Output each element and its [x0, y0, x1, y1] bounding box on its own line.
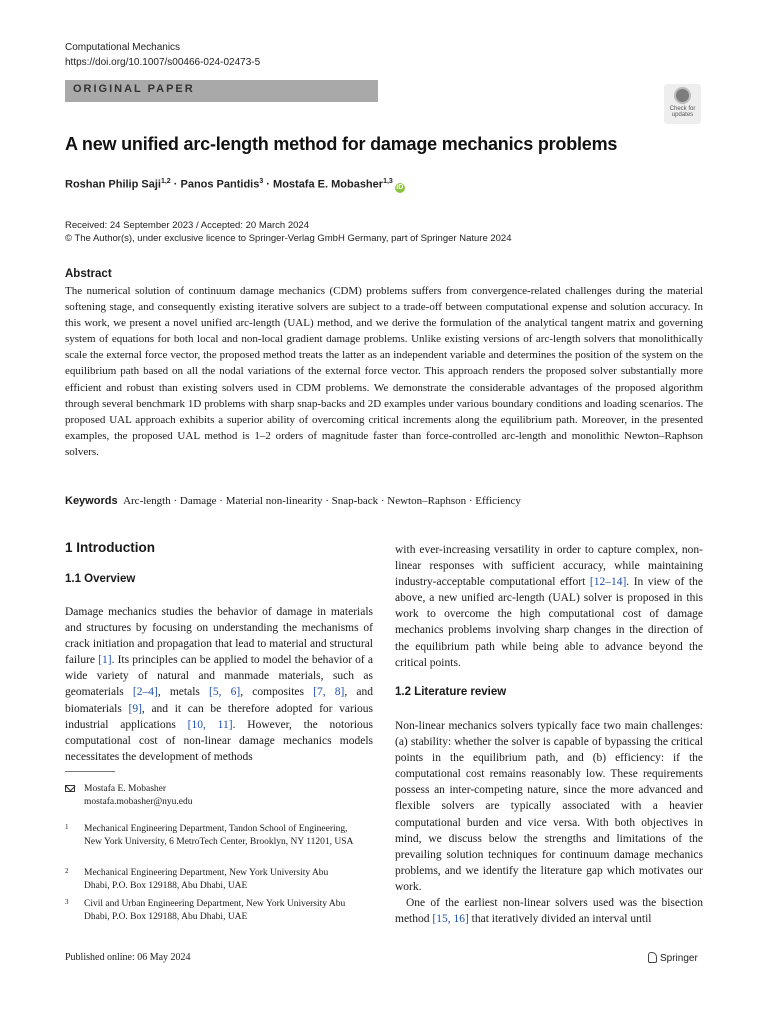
article-dates [65, 219, 512, 245]
author-name[interactable]: Panos Pantidis [180, 178, 260, 191]
section-heading-introduction: 1 Introduction [65, 540, 155, 555]
citation-link[interactable]: [1] [98, 654, 112, 667]
check-for-updates-badge[interactable] [664, 84, 701, 124]
footnote-divider [65, 771, 115, 772]
affiliation-number: 1 [65, 823, 69, 831]
envelope-icon [65, 785, 75, 792]
springer-horse-icon [648, 952, 657, 963]
publisher-logo[interactable] [648, 952, 698, 964]
affiliation-text: Mechanical Engineering Department, New York University Abu Dhabi, P.O. Box 129188, Abu Dhabi, UAE [84, 868, 329, 891]
orcid-icon[interactable]: iD [396, 183, 404, 191]
publisher-name: Springer [660, 953, 698, 964]
citation-link[interactable]: [15, 16] [432, 913, 469, 926]
affiliation-text: Mechanical Engineering Department, Tandon School of Engineering, New York University, 6 MetroTech Center, Brooklyn, NY 11201, USA [84, 824, 354, 847]
author-separator: · [170, 178, 181, 191]
author-name[interactable]: Mostafa E. Mobasher [273, 178, 384, 191]
intro-paragraph-1: Damage mechanics studies the behavior of damage in materials and structures by focusing on understanding the mechanisms of crack initiation and propagation that lead to material and structural failure [1]. Its principles can be applied to model the behavior of a wide variety of natural and manmade materials, such as geomaterials [2–4], metals [5, 6], composites [7, 8], and biomaterials [9], and it can be therefore adopted for various industrial applications [10, 11]. However, the notorious computational cost of non-linear damage mechanics models necessitates the development of methods [65, 606, 373, 763]
copyright-notice: © The Author(s), under exclusive licence to Springer-Verlag GmbH Germany, part of Springer Nature 2024 [65, 233, 512, 244]
citation-link[interactable]: [5, 6] [209, 686, 241, 699]
keywords [65, 494, 705, 509]
journal-header [65, 40, 260, 70]
correspondence [65, 783, 355, 809]
subsection-heading-literature-review: 1.2 Literature review [395, 686, 507, 698]
intro-paragraph-2: with ever-increasing versatility in order to capture complex, non-linear responses with sufficient accuracy, while maintaining industry-acceptable computational effort [12–14]. In view of the above, a new unified arc-length (UAL) solver is proposed in this work to overcome the high computational cost of damage mechanics problems involving sharp changes in the direction of the equilibrium path while being able to advance beyond the critical points. [395, 544, 703, 669]
author-list [65, 178, 405, 193]
affiliation-number: 2 [65, 867, 69, 875]
paper-title: A new unified arc-length method for damage mechanics problems [65, 134, 618, 154]
received-accepted: Received: 24 September 2023 / Accepted: 20 March 2024 [65, 220, 309, 231]
citation-link[interactable]: [7, 8] [313, 686, 345, 699]
check-updates-icon [674, 87, 691, 104]
abstract-text: The numerical solution of continuum damage mechanics (CDM) problems suffers from convergence-related challenges during the material softening stage, and consequently existing iterative solvers are subject to a trade-off between computational expense and solution accuracy. In this work, we present a novel unified arc-length (UAL) method, and we derive the formulation of the analytical tangent matrix and governing system of equations for both local and non-local gradient damage problems. Unlike existing versions of arc-length solvers that monolithically scale the external force vector, the proposed method treats the latter as an independent variable and determines the position of the system on the equilibrium path based on all the nodal variations of the external force vector. This approach renders the proposed solver substantially more efficient and robust than existing solvers used in CDM problems. We demonstrate the considerable advantages of the proposed algorithm through several benchmark 1D problems with sharp snap-backs and 2D examples under various boundary conditions and loading scenarios. The proposed UAL approach exhibits a superior ability of overcoming critical increments along the equilibrium path. Moreover, in the presented examples, the proposed UAL method is 1–2 orders of magnitude faster than force-controlled arc-length and monolithic Newton–Raphson solvers. [65, 285, 703, 458]
author-affil-sup: 1,2 [160, 178, 171, 185]
citation-link[interactable]: [2–4] [132, 686, 158, 699]
keywords-list: Arc-length · Damage · Material non-linearity · Snap-back · Newton–Raphson · Efficiency [123, 495, 521, 507]
affiliation-number: 3 [65, 898, 69, 906]
subsection-heading-overview: 1.1 Overview [65, 573, 136, 585]
abstract-heading: Abstract [65, 268, 112, 280]
lit-review-paragraph-1: Non-linear mechanics solvers typically face two main challenges: (a) stability: whether the solver is capable of bypassing the critical points in the equilibrium path, and (b) efficiency: if the computational cost remains reasonably low. These requirements possess an inter-competing nature, since the more advanced and flexible solvers are typically associated with a heavier computational burden and vice versa. With both objectives in mind, we discuss below the strengths and limitations of the prevailing solution techniques for continuum damage mechanics problems, and we identify the literature gap which motivates our work. [395, 720, 703, 893]
author-name[interactable]: Roshan Philip Saji [65, 178, 161, 191]
corresponding-author: Mostafa E. Mobasher [84, 784, 167, 794]
author-separator: · [263, 178, 274, 191]
citation-link[interactable]: [12–14] [589, 576, 627, 589]
article-type-banner [65, 80, 378, 102]
published-online: Published online: 06 May 2024 [65, 952, 191, 963]
lit-review-paragraph-2: One of the earliest non-linear solvers used was the bisection method [15, 16] that iteratively divided an interval until [395, 897, 703, 926]
citation-link[interactable]: [9] [128, 702, 142, 715]
author-affil-sup: 3 [259, 178, 264, 185]
keywords-label: Keywords [65, 495, 118, 507]
article-type-label: ORIGINAL PAPER [73, 83, 195, 95]
doi-link[interactable]: https://doi.org/10.1007/s00466-024-02473-5 [65, 57, 261, 68]
corresponding-email[interactable]: mostafa.mobasher@nyu.edu [84, 797, 193, 807]
citation-link[interactable]: [10, 11] [187, 718, 233, 731]
check-updates-label: Check for updates [669, 106, 696, 118]
journal-name: Computational Mechanics [65, 42, 181, 53]
author-affil-sup: 1,3 [383, 178, 393, 185]
affiliation-text: Civil and Urban Engineering Department, New York University Abu Dhabi, P.O. Box 129188, Abu Dhabi, UAE [84, 899, 346, 922]
